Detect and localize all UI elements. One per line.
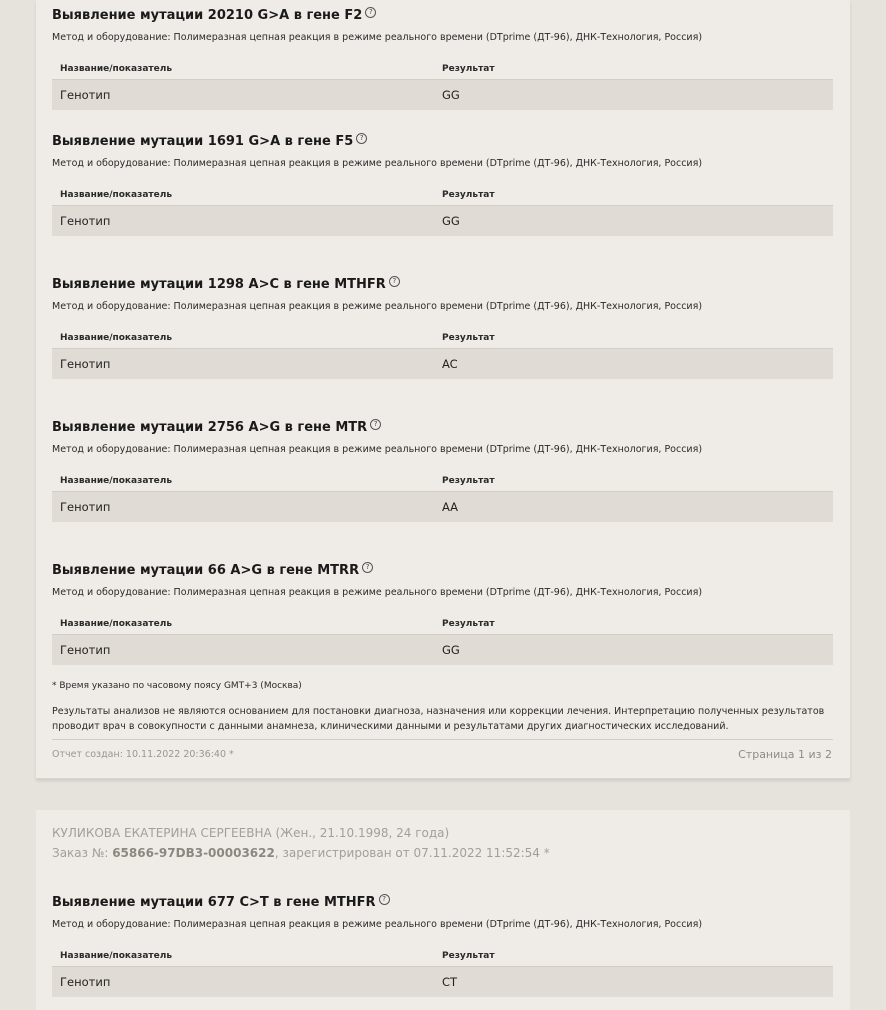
- row-result: GG: [442, 88, 460, 102]
- question-circle-icon[interactable]: ?: [356, 133, 367, 144]
- row-name: Генотип: [60, 357, 111, 371]
- report-page-2: [36, 810, 850, 1010]
- section-title: Выявление мутации 1691 G>A в гене F5: [52, 134, 354, 149]
- method-text: Метод и оборудование: Полимеразная цепная реакция в режиме реального времени (DTprime (ДТ-96), ДНК-Технология, Россия): [52, 158, 703, 169]
- table-row: [52, 349, 833, 379]
- page-number: Страница 1 из 2: [738, 748, 832, 761]
- column-header-result: Результат: [442, 951, 495, 961]
- report-page-1: [36, 0, 850, 779]
- patient-info: КУЛИКОВА ЕКАТЕРИНА СЕРГЕЕВНА (Жен., 21.10.1998, 24 года): [52, 826, 450, 840]
- table-row: [52, 635, 833, 665]
- row-result: AC: [442, 357, 458, 371]
- method-text: Метод и оборудование: Полимеразная цепная реакция в режиме реального времени (DTprime (ДТ-96), ДНК-Технология, Россия): [52, 587, 703, 598]
- method-text: Метод и оборудование: Полимеразная цепная реакция в режиме реального времени (DTprime (ДТ-96), ДНК-Технология, Россия): [52, 301, 703, 312]
- question-circle-icon[interactable]: ?: [379, 894, 390, 905]
- method-text: Метод и оборудование: Полимеразная цепная реакция в режиме реального времени (DTprime (ДТ-96), ДНК-Технология, Россия): [52, 919, 703, 930]
- row-name: Генотип: [60, 88, 111, 102]
- question-circle-icon[interactable]: ?: [389, 276, 400, 287]
- report-created-text: Отчет создан: 10.11.2022 20:36:40 *: [52, 749, 234, 760]
- section-title: Выявление мутации 20210 G>A в гене F2: [52, 8, 363, 23]
- disclaimer-text: Результаты анализов не являются основанием для постановки диагноза, назначения или коррекции лечения. Интерпретацию полученных результатов проводит врач в совокупности с данными анамнеза, клиническими данными и результатами других диагностических исследований.: [52, 706, 825, 732]
- order-info: [52, 846, 550, 860]
- row-name: Генотип: [60, 214, 111, 228]
- column-header-result: Результат: [442, 190, 495, 200]
- row-name: Генотип: [60, 643, 111, 657]
- method-text: Метод и оборудование: Полимеразная цепная реакция в режиме реального времени (DTprime (ДТ-96), ДНК-Технология, Россия): [52, 32, 703, 43]
- row-result: GG: [442, 643, 460, 657]
- column-header-name: Название/показатель: [60, 64, 173, 74]
- footer-divider: [52, 739, 833, 740]
- column-header-result: Результат: [442, 476, 495, 486]
- section-title: Выявление мутации 1298 A>C в гене MTHFR: [52, 277, 386, 292]
- table-row: [52, 206, 833, 236]
- column-header-name: Название/показатель: [60, 190, 173, 200]
- order-registered: , зарегистрирован от 07.11.2022 11:52:54 *: [274, 846, 550, 860]
- section-title: Выявление мутации 2756 A>G в гене MTR: [52, 420, 368, 435]
- row-name: Генотип: [60, 500, 111, 514]
- method-text: Метод и оборудование: Полимеразная цепная реакция в режиме реального времени (DTprime (ДТ-96), ДНК-Технология, Россия): [52, 444, 703, 455]
- section-title: Выявление мутации 66 A>G в гене MTRR: [52, 563, 360, 578]
- order-number: 65866-97DB3-00003622: [112, 846, 275, 860]
- section-title: Выявление мутации 677 C>T в гене MTHFR: [52, 895, 376, 910]
- question-circle-icon[interactable]: ?: [370, 419, 381, 430]
- question-circle-icon[interactable]: ?: [362, 562, 373, 573]
- question-circle-icon[interactable]: ?: [365, 7, 376, 18]
- column-header-result: Результат: [442, 619, 495, 629]
- table-row: [52, 80, 833, 110]
- row-result: AA: [442, 500, 459, 514]
- row-result: GG: [442, 214, 460, 228]
- column-header-name: Название/показатель: [60, 619, 173, 629]
- column-header-name: Название/показатель: [60, 333, 173, 343]
- column-header-name: Название/показатель: [60, 476, 173, 486]
- column-header-result: Результат: [442, 333, 495, 343]
- column-header-name: Название/показатель: [60, 951, 173, 961]
- order-label: Заказ №:: [52, 846, 113, 860]
- row-result: CT: [442, 975, 458, 989]
- timezone-note: * Время указано по часовому поясу GMT+3 (Москва): [52, 681, 302, 691]
- table-row: [52, 967, 833, 997]
- table-row: [52, 492, 833, 522]
- row-name: Генотип: [60, 975, 111, 989]
- column-header-result: Результат: [442, 64, 495, 74]
